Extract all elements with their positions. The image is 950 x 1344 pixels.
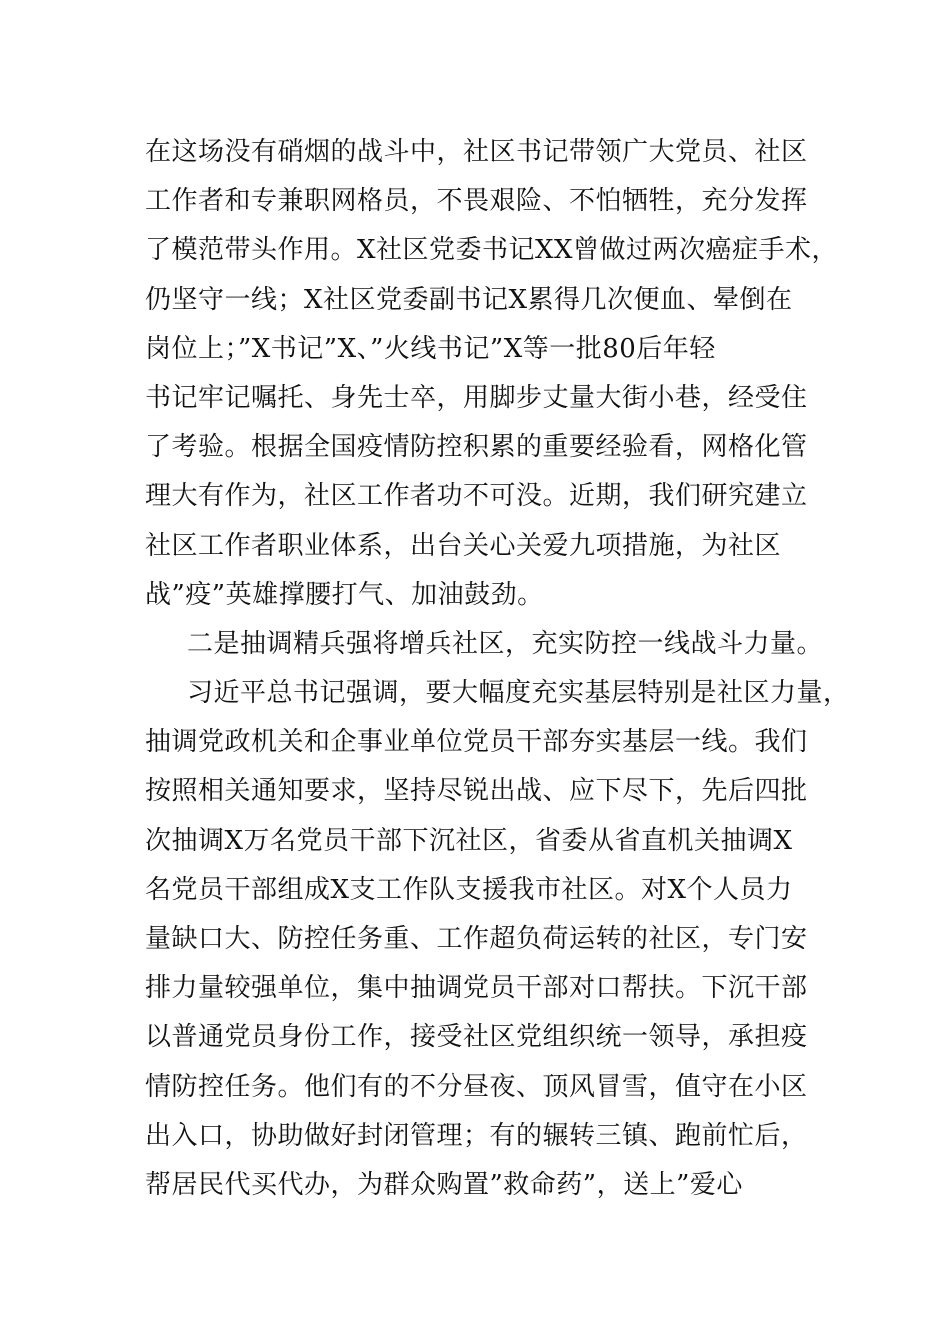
text-line: 习近平总书记强调，要大幅度充实基层特别是社区力量， [187, 678, 850, 709]
text-line: 排力量较强单位，集中抽调党员干部对口帮扶。下沉干部 [145, 973, 808, 1004]
text-line: 情防控任务。他们有的不分昼夜、顶风冒雪，值守在小区 [145, 1071, 808, 1102]
text-line: 了考验。根据全国疫情防控积累的重要经验看，网格化管 [145, 432, 808, 463]
text-line: 帮居民代买代办，为群众购置”救命药”，送上”爱心 [145, 1169, 743, 1200]
text-line: 了模范带头作用。X社区党委书记XX曾做过两次癌症手术， [145, 235, 839, 266]
text-line: 在这场没有硝烟的战斗中，社区书记带领广大党员、社区 [145, 137, 808, 167]
text-line: 名党员干部组成X支工作队支援我市社区。对X个人员力 [145, 874, 793, 905]
text-line: 出入口，协助做好封闭管理；有的辗转三镇、跑前忙后， [145, 1120, 808, 1151]
text-line: 理大有作为，社区工作者功不可没。近期，我们研究建立 [145, 481, 808, 512]
text-line: 书记牢记嘱托、身先士卒，用脚步丈量大街小巷，经受住 [145, 382, 808, 413]
text-line: 抽调党政机关和企事业单位党员干部夯实基层一线。我们 [145, 727, 808, 758]
text-line: 工作者和专兼职网格员，不畏艰险、不怕牺牲，充分发挥 [145, 186, 808, 217]
text-line: 以普通党员身份工作，接受社区党组织统一领导，承担疫 [145, 1022, 808, 1053]
section-heading: 二是抽调精兵强将增兵社区，充实防控一线战斗力量。 [187, 628, 824, 659]
text-line: 战”疫”英雄撑腰打气、加油鼓劲。 [145, 579, 544, 610]
text-line: 量缺口大、防控任务重、工作超负荷运转的社区，专门安 [145, 924, 808, 954]
text-line: 次抽调X万名党员干部下沉社区，省委从省直机关抽调X [145, 825, 793, 856]
text-line: 仍坚守一线；X社区党委副书记X累得几次便血、晕倒在 [145, 284, 793, 315]
text-line: 社区工作者职业体系，出台关心关爱九项措施，为社区 [145, 530, 782, 561]
text-line: 按照相关通知要求，坚持尽锐出战、应下尽下，先后四批 [145, 776, 808, 807]
text-line: 岗位上；”X书记”X、”火线书记”X等一批80后年轻 [145, 333, 716, 364]
document-body [145, 128, 850, 1210]
